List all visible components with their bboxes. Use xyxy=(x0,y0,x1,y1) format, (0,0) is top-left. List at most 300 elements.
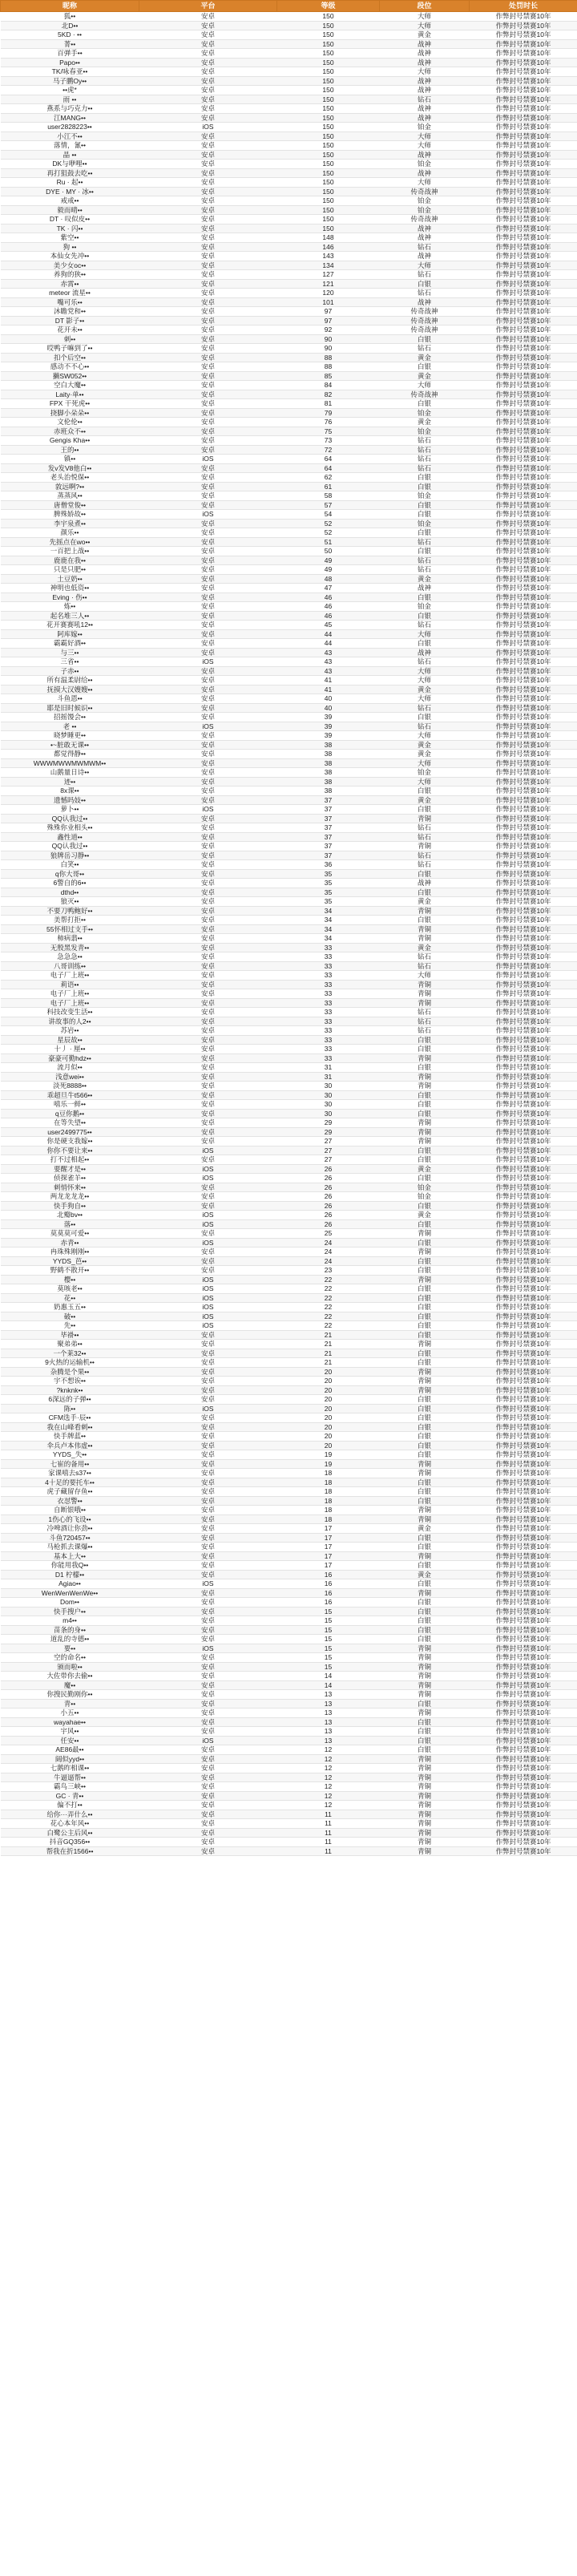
cell-nickname: YYDS_失•• xyxy=(1,1450,139,1460)
cell-level: 15 xyxy=(277,1625,380,1635)
cell-level: 120 xyxy=(277,289,380,298)
table-row xyxy=(1,1349,577,1358)
cell-penalty: 作弊封号禁赛10年 xyxy=(470,1745,577,1755)
cell-penalty: 作弊封号禁赛10年 xyxy=(470,1782,577,1792)
cell-nickname: 鑫性道•• xyxy=(1,832,139,842)
table-row xyxy=(1,1690,577,1700)
cell-penalty: 作弊封号禁赛10年 xyxy=(470,1192,577,1202)
cell-rank: 黄金 xyxy=(380,685,470,694)
cell-rank: 大师 xyxy=(380,971,470,981)
cell-penalty: 作弊封号禁赛10年 xyxy=(470,832,577,842)
table-row xyxy=(1,510,577,520)
cell-level: 150 xyxy=(277,178,380,188)
cell-platform: 安卓 xyxy=(139,1754,277,1764)
table-row xyxy=(1,556,577,565)
cell-nickname: 6深远的子弹•• xyxy=(1,1395,139,1405)
cell-rank: 钻石 xyxy=(380,1017,470,1026)
cell-level: 35 xyxy=(277,879,380,888)
cell-rank: 大师 xyxy=(380,777,470,787)
cell-penalty: 作弊封号禁赛10年 xyxy=(470,1063,577,1073)
cell-level: 27 xyxy=(277,1137,380,1146)
cell-level: 97 xyxy=(277,316,380,326)
cell-nickname: 毕褂•• xyxy=(1,1330,139,1340)
cell-rank: 白银 xyxy=(380,1219,470,1229)
cell-platform: 安卓 xyxy=(139,1026,277,1036)
cell-rank: 白银 xyxy=(380,1256,470,1266)
cell-rank: 钻石 xyxy=(380,860,470,870)
cell-platform: 安卓 xyxy=(139,113,277,123)
table-row xyxy=(1,1644,577,1653)
cell-level: 33 xyxy=(277,952,380,962)
cell-level: 15 xyxy=(277,1635,380,1644)
cell-level: 150 xyxy=(277,123,380,132)
cell-platform: 安卓 xyxy=(139,1782,277,1792)
table-row xyxy=(1,961,577,971)
cell-platform: 安卓 xyxy=(139,1008,277,1017)
cell-nickname: 斗鱼恩•• xyxy=(1,694,139,704)
cell-platform: 安卓 xyxy=(139,1478,277,1487)
table-row xyxy=(1,805,577,815)
cell-level: 127 xyxy=(277,270,380,280)
cell-nickname: 李宇泉煮•• xyxy=(1,519,139,528)
cell-platform: 安卓 xyxy=(139,1127,277,1137)
cell-platform: 安卓 xyxy=(139,463,277,473)
cell-level: 13 xyxy=(277,1699,380,1709)
cell-penalty: 作弊封号禁赛10年 xyxy=(470,1312,577,1321)
cell-penalty: 作弊封号禁赛10年 xyxy=(470,1211,577,1220)
table-row xyxy=(1,1717,577,1727)
cell-platform: iOS xyxy=(139,1275,277,1284)
cell-platform: 安卓 xyxy=(139,832,277,842)
cell-nickname: Ru · 起•• xyxy=(1,178,139,188)
cell-platform: 安卓 xyxy=(139,842,277,851)
table-row xyxy=(1,1303,577,1312)
cell-nickname: QQ认我过•• xyxy=(1,814,139,823)
cell-penalty: 作弊封号禁赛10年 xyxy=(470,814,577,823)
cell-level: 61 xyxy=(277,482,380,491)
cell-rank: 黄金 xyxy=(380,353,470,362)
cell-rank: 战神 xyxy=(380,76,470,86)
cell-rank: 青铜 xyxy=(380,1377,470,1386)
table-row xyxy=(1,1026,577,1036)
cell-level: 38 xyxy=(277,758,380,768)
cell-nickname: 自断银哦•• xyxy=(1,1506,139,1515)
cell-platform: 安卓 xyxy=(139,1441,277,1450)
cell-platform: 安卓 xyxy=(139,491,277,501)
table-row xyxy=(1,39,577,49)
cell-nickname: 苏岩•• xyxy=(1,1026,139,1036)
cell-rank: 白银 xyxy=(380,1174,470,1183)
table-row xyxy=(1,1672,577,1681)
cell-platform: 安卓 xyxy=(139,390,277,399)
cell-level: 57 xyxy=(277,500,380,510)
cell-level: 20 xyxy=(277,1422,380,1432)
cell-platform: 安卓 xyxy=(139,897,277,907)
cell-level: 75 xyxy=(277,427,380,436)
cell-level: 33 xyxy=(277,961,380,971)
cell-level: 11 xyxy=(277,1838,380,1847)
cell-platform: 安卓 xyxy=(139,1109,277,1118)
cell-platform: iOS xyxy=(139,1284,277,1294)
table-row xyxy=(1,482,577,491)
cell-penalty: 作弊封号禁赛10年 xyxy=(470,713,577,722)
cell-rank: 黄金 xyxy=(380,740,470,750)
cell-nickname: 雨 •• xyxy=(1,95,139,104)
cell-nickname: 马枪抓去课爆•• xyxy=(1,1543,139,1552)
cell-rank: 大师 xyxy=(380,141,470,151)
cell-level: 21 xyxy=(277,1358,380,1368)
table-row xyxy=(1,1441,577,1450)
cell-penalty: 作弊封号禁赛10年 xyxy=(470,67,577,77)
table-row xyxy=(1,980,577,989)
cell-nickname: 5KD · •• xyxy=(1,30,139,40)
cell-platform: 安卓 xyxy=(139,187,277,196)
cell-penalty: 作弊封号禁赛10年 xyxy=(470,934,577,944)
cell-platform: 安卓 xyxy=(139,1358,277,1368)
cell-rank: 钻石 xyxy=(380,952,470,962)
cell-penalty: 作弊封号禁赛10年 xyxy=(470,666,577,676)
cell-penalty: 作弊封号禁赛10年 xyxy=(470,676,577,685)
cell-penalty: 作弊封号禁赛10年 xyxy=(470,463,577,473)
cell-platform: 安卓 xyxy=(139,1506,277,1515)
cell-level: 13 xyxy=(277,1727,380,1737)
cell-rank: 白银 xyxy=(380,1699,470,1709)
cell-platform: 安卓 xyxy=(139,1810,277,1819)
cell-nickname: 电子厂上班•• xyxy=(1,971,139,981)
cell-platform: 安卓 xyxy=(139,353,277,362)
cell-level: 64 xyxy=(277,463,380,473)
cell-platform: 安卓 xyxy=(139,860,277,870)
cell-rank: 白银 xyxy=(380,1413,470,1423)
table-row xyxy=(1,473,577,483)
cell-rank: 钻石 xyxy=(380,621,470,630)
cell-level: 15 xyxy=(277,1662,380,1672)
cell-rank: 白银 xyxy=(380,1035,470,1045)
cell-penalty: 作弊封号禁赛10年 xyxy=(470,1487,577,1497)
cell-penalty: 作弊封号禁赛10年 xyxy=(470,592,577,602)
cell-platform: 安卓 xyxy=(139,1330,277,1340)
cell-rank: 钻石 xyxy=(380,537,470,547)
cell-nickname: 狼牌岳习静•• xyxy=(1,851,139,860)
cell-penalty: 作弊封号禁赛10年 xyxy=(470,639,577,649)
cell-level: 17 xyxy=(277,1543,380,1552)
cell-nickname: 在等失望•• xyxy=(1,1118,139,1128)
cell-platform: 安卓 xyxy=(139,399,277,409)
table-row xyxy=(1,1653,577,1663)
cell-penalty: 作弊封号禁赛10年 xyxy=(470,427,577,436)
cell-platform: 安卓 xyxy=(139,242,277,252)
cell-rank: 青铜 xyxy=(380,1791,470,1801)
cell-nickname: FPX 干死虎•• xyxy=(1,399,139,409)
cell-penalty: 作弊封号禁赛10年 xyxy=(470,1598,577,1607)
cell-penalty: 作弊封号禁赛10年 xyxy=(470,58,577,67)
cell-rank: 铂金 xyxy=(380,491,470,501)
cell-level: 27 xyxy=(277,1155,380,1165)
cell-level: 90 xyxy=(277,334,380,344)
table-row xyxy=(1,1524,577,1534)
cell-penalty: 作弊封号禁赛10年 xyxy=(470,629,577,639)
cell-platform: 安卓 xyxy=(139,67,277,77)
cell-platform: 安卓 xyxy=(139,1607,277,1616)
cell-platform: 安卓 xyxy=(139,584,277,593)
cell-level: 54 xyxy=(277,510,380,520)
table-row xyxy=(1,49,577,59)
cell-rank: 战神 xyxy=(380,49,470,59)
cell-level: 35 xyxy=(277,888,380,897)
cell-nickname: 小五•• xyxy=(1,1709,139,1718)
cell-nickname: dthd•• xyxy=(1,888,139,897)
cell-penalty: 作弊封号禁赛10年 xyxy=(470,565,577,575)
table-row xyxy=(1,1266,577,1276)
cell-platform: iOS xyxy=(139,1404,277,1413)
cell-level: 30 xyxy=(277,1082,380,1091)
cell-level: 22 xyxy=(277,1275,380,1284)
cell-penalty: 作弊封号禁赛10年 xyxy=(470,1543,577,1552)
cell-rank: 战神 xyxy=(380,252,470,261)
cell-level: 33 xyxy=(277,971,380,981)
cell-nickname: GC · 青•• xyxy=(1,1791,139,1801)
cell-rank: 青铜 xyxy=(380,814,470,823)
cell-rank: 青铜 xyxy=(380,1709,470,1718)
table-row xyxy=(1,408,577,418)
cell-nickname: 脾殊娇故•• xyxy=(1,510,139,520)
cell-penalty: 作弊封号禁赛10年 xyxy=(470,943,577,952)
cell-platform: 安卓 xyxy=(139,611,277,621)
cell-penalty: 作弊封号禁赛10年 xyxy=(470,141,577,151)
cell-platform: 安卓 xyxy=(139,1395,277,1405)
table-row xyxy=(1,1551,577,1561)
cell-penalty: 作弊封号禁赛10年 xyxy=(470,307,577,317)
table-row xyxy=(1,1625,577,1635)
cell-rank: 青铜 xyxy=(380,1838,470,1847)
cell-penalty: 作弊封号禁赛10年 xyxy=(470,1810,577,1819)
table-row xyxy=(1,1736,577,1745)
cell-platform: 安卓 xyxy=(139,1699,277,1709)
cell-nickname: 美少女oc•• xyxy=(1,261,139,270)
table-row xyxy=(1,224,577,233)
table-row xyxy=(1,1146,577,1155)
cell-penalty: 作弊封号禁赛10年 xyxy=(470,1625,577,1635)
cell-platform: iOS xyxy=(139,510,277,520)
cell-rank: 白银 xyxy=(380,1404,470,1413)
table-row xyxy=(1,445,577,455)
cell-platform: 安卓 xyxy=(139,95,277,104)
cell-nickname: 三省•• xyxy=(1,657,139,667)
cell-rank: 铂金 xyxy=(380,768,470,778)
cell-nickname: meteor 流星•• xyxy=(1,289,139,298)
cell-platform: 安卓 xyxy=(139,666,277,676)
table-row xyxy=(1,1616,577,1626)
table-row xyxy=(1,1192,577,1202)
cell-platform: 安卓 xyxy=(139,307,277,317)
cell-rank: 青铜 xyxy=(380,1801,470,1810)
cell-rank: 黄金 xyxy=(380,897,470,907)
cell-level: 16 xyxy=(277,1570,380,1579)
cell-platform: 安卓 xyxy=(139,1118,277,1128)
cell-level: 16 xyxy=(277,1598,380,1607)
cell-nickname: 我在山峰看刺•• xyxy=(1,1422,139,1432)
table-row xyxy=(1,270,577,280)
cell-rank: 白银 xyxy=(380,1579,470,1589)
cell-platform: 安卓 xyxy=(139,1469,277,1478)
table-row xyxy=(1,1422,577,1432)
table-row xyxy=(1,1312,577,1321)
cell-rank: 青铜 xyxy=(380,1672,470,1681)
cell-platform: 安卓 xyxy=(139,362,277,372)
cell-level: 20 xyxy=(277,1367,380,1377)
cell-nickname: 与三•• xyxy=(1,648,139,657)
cell-rank: 青铜 xyxy=(380,1229,470,1239)
cell-platform: 安卓 xyxy=(139,1432,277,1442)
cell-platform: 安卓 xyxy=(139,1045,277,1054)
cell-platform: 安卓 xyxy=(139,1838,277,1847)
cell-penalty: 作弊封号禁赛10年 xyxy=(470,860,577,870)
cell-penalty: 作弊封号禁赛10年 xyxy=(470,1118,577,1128)
table-row xyxy=(1,648,577,657)
cell-level: 50 xyxy=(277,547,380,556)
cell-nickname: 起名堆三人•• xyxy=(1,611,139,621)
cell-rank: 钻石 xyxy=(380,851,470,860)
cell-level: 148 xyxy=(277,233,380,243)
cell-rank: 钻石 xyxy=(380,1026,470,1036)
cell-penalty: 作弊封号禁赛10年 xyxy=(470,740,577,750)
cell-rank: 钻石 xyxy=(380,436,470,446)
cell-penalty: 作弊封号禁赛10年 xyxy=(470,104,577,114)
cell-nickname: 豪豪可勤hdz•• xyxy=(1,1053,139,1063)
cell-rank: 青铜 xyxy=(380,1506,470,1515)
cell-level: 24 xyxy=(277,1256,380,1266)
cell-nickname: 你能用我Q•• xyxy=(1,1561,139,1571)
cell-penalty: 作弊封号禁赛10年 xyxy=(470,519,577,528)
cell-penalty: 作弊封号禁赛10年 xyxy=(470,1303,577,1312)
cell-platform: 安卓 xyxy=(139,519,277,528)
cell-level: 13 xyxy=(277,1717,380,1727)
cell-nickname: 家课嘻去s37•• xyxy=(1,1469,139,1478)
cell-penalty: 作弊封号禁赛10年 xyxy=(470,390,577,399)
cell-platform: 安卓 xyxy=(139,1450,277,1460)
table-row xyxy=(1,1791,577,1801)
cell-penalty: 作弊封号禁赛10年 xyxy=(470,1109,577,1118)
cell-penalty: 作弊封号禁赛10年 xyxy=(470,1082,577,1091)
cell-rank: 黄金 xyxy=(380,1164,470,1174)
cell-level: 12 xyxy=(277,1801,380,1810)
cell-penalty: 作弊封号禁赛10年 xyxy=(470,1146,577,1155)
cell-rank: 青铜 xyxy=(380,1810,470,1819)
cell-penalty: 作弊封号禁赛10年 xyxy=(470,657,577,667)
cell-penalty: 作弊封号禁赛10年 xyxy=(470,685,577,694)
cell-level: 45 xyxy=(277,621,380,630)
cell-level: 81 xyxy=(277,399,380,409)
cell-platform: 安卓 xyxy=(139,86,277,95)
table-row xyxy=(1,1588,577,1598)
cell-rank: 白银 xyxy=(380,1312,470,1321)
cell-penalty: 作弊封号禁赛10年 xyxy=(470,1219,577,1229)
cell-nickname: 感动不不心•• xyxy=(1,362,139,372)
cell-rank: 青铜 xyxy=(380,1690,470,1700)
cell-nickname: 晶 •• xyxy=(1,150,139,160)
cell-platform: iOS xyxy=(139,1219,277,1229)
cell-penalty: 作弊封号禁赛10年 xyxy=(470,584,577,593)
cell-platform: 安卓 xyxy=(139,1413,277,1423)
cell-rank: 白银 xyxy=(380,1450,470,1460)
cell-level: 19 xyxy=(277,1459,380,1469)
cell-nickname: Eving · 伤•• xyxy=(1,592,139,602)
cell-platform: 安卓 xyxy=(139,1653,277,1663)
cell-penalty: 作弊封号禁赛10年 xyxy=(470,445,577,455)
cell-level: 33 xyxy=(277,943,380,952)
cell-nickname: 快手狗自•• xyxy=(1,1201,139,1211)
cell-penalty: 作弊封号禁赛10年 xyxy=(470,399,577,409)
cell-rank: 青铜 xyxy=(380,1459,470,1469)
cell-nickname: 镇•• xyxy=(1,455,139,464)
cell-platform: 安卓 xyxy=(139,104,277,114)
cell-platform: 安卓 xyxy=(139,1819,277,1829)
table-row xyxy=(1,326,577,335)
cell-nickname: 花•• xyxy=(1,1293,139,1303)
cell-penalty: 作弊封号禁赛10年 xyxy=(470,906,577,916)
cell-level: 101 xyxy=(277,297,380,307)
table-row xyxy=(1,215,577,224)
cell-penalty: 作弊封号禁赛10年 xyxy=(470,1514,577,1524)
cell-level: 37 xyxy=(277,795,380,805)
cell-nickname: 苗条的身•• xyxy=(1,1625,139,1635)
table-row xyxy=(1,362,577,372)
cell-nickname: 破•• xyxy=(1,1312,139,1321)
cell-nickname: 9火热的运输机•• xyxy=(1,1358,139,1368)
cell-nickname: 一百把上战•• xyxy=(1,547,139,556)
cell-platform: 安卓 xyxy=(139,427,277,436)
cell-platform: iOS xyxy=(139,1146,277,1155)
cell-platform: 安卓 xyxy=(139,1053,277,1063)
cell-platform: 安卓 xyxy=(139,851,277,860)
cell-nickname: 招摇馒会•• xyxy=(1,713,139,722)
cell-penalty: 作弊封号禁赛10年 xyxy=(470,1699,577,1709)
cell-level: 58 xyxy=(277,491,380,501)
cell-level: 34 xyxy=(277,916,380,925)
cell-platform: 安卓 xyxy=(139,1524,277,1534)
cell-nickname: 花心本年风•• xyxy=(1,1819,139,1829)
cell-penalty: 作弊封号禁赛10年 xyxy=(470,1340,577,1349)
table-row xyxy=(1,1727,577,1737)
table-row xyxy=(1,131,577,141)
cell-penalty: 作弊封号禁赛10年 xyxy=(470,787,577,796)
cell-level: 40 xyxy=(277,694,380,704)
cell-penalty: 作弊封号禁赛10年 xyxy=(470,1846,577,1856)
table-row xyxy=(1,1469,577,1478)
cell-level: 35 xyxy=(277,897,380,907)
cell-nickname: DYE · MY · 冰•• xyxy=(1,187,139,196)
cell-level: 12 xyxy=(277,1773,380,1782)
header-row xyxy=(1,1,577,12)
cell-nickname: 冉珠殊刚刚•• xyxy=(1,1248,139,1257)
table-row xyxy=(1,1828,577,1838)
cell-nickname: DT 影子•• xyxy=(1,316,139,326)
table-row xyxy=(1,1395,577,1405)
cell-penalty: 作弊封号禁赛10年 xyxy=(470,178,577,188)
cell-rank: 白银 xyxy=(380,1598,470,1607)
cell-rank: 青铜 xyxy=(380,1644,470,1653)
cell-rank: 白银 xyxy=(380,713,470,722)
cell-nickname: 空的命名•• xyxy=(1,1653,139,1663)
cell-nickname: 55怀相过支手•• xyxy=(1,924,139,934)
table-row xyxy=(1,371,577,381)
cell-level: 121 xyxy=(277,279,380,289)
cell-level: 22 xyxy=(277,1303,380,1312)
cell-penalty: 作弊封号禁赛10年 xyxy=(470,1413,577,1423)
cell-penalty: 作弊封号禁赛10年 xyxy=(470,897,577,907)
cell-level: 11 xyxy=(277,1819,380,1829)
cell-nickname: 挠脚小朵朵•• xyxy=(1,408,139,418)
